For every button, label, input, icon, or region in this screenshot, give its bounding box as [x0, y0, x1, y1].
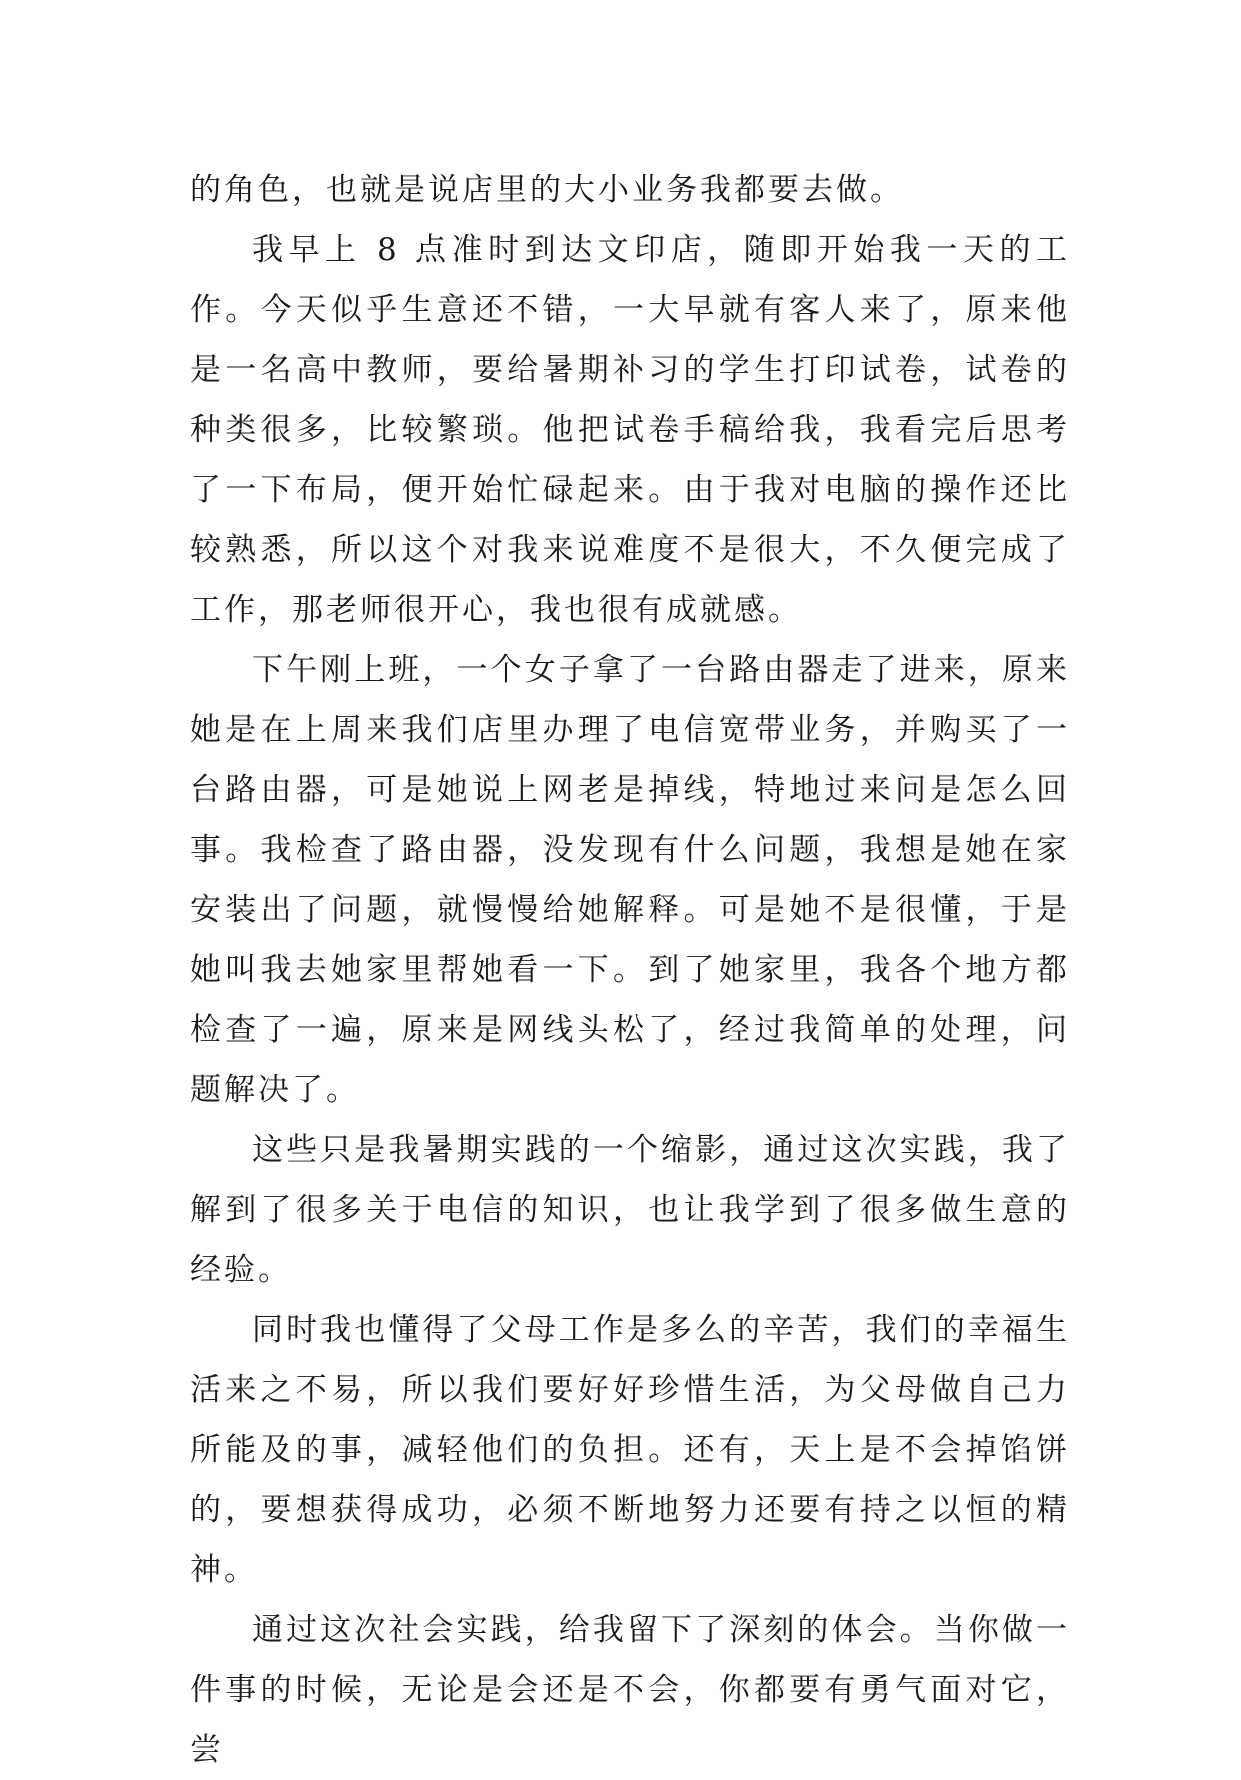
paragraph-5: 同时我也懂得了父母工作是多么的辛苦，我们的幸福生活来之不易，所以我们要好好珍惜生活，为父母做自己力所能及的事，减轻他们的负担。还有，天上是不会掉馅饼的，要想获得成功，必须不断地努力还要有持之以恒的精神。 [190, 1312, 1070, 1588]
paragraph-4: 这些只是我暑期实践的一个缩影，通过这次实践，我了解到了很多关于电信的知识，也让我学到了很多做生意的经验。 [190, 1132, 1070, 1288]
paragraph-2: 我早上 8 点准时到达文印店，随即开始我一天的工作。今天似乎生意还不错，一大早就有客人来了，原来他是一名高中教师，要给暑期补习的学生打印试卷，试卷的种类很多，比较繁琐。他把试卷手稿给我，我看完后思考了一下布局，便开始忙碌起来。由于我对电脑的操作还比较熟悉，所以这个对我来说难度不是很大，不久便完成了工作，那老师很开心，我也很有成就感。 [190, 232, 1070, 628]
paragraph-3: 下午刚上班，一个女子拿了一台路由器走了进来，原来她是在上周来我们店里办理了电信宽带业务，并购买了一台路由器，可是她说上网老是掉线，特地过来问是怎么回事。我检查了路由器，没发现有什么问题，我想是她在家安装出了问题，就慢慢给她解释。可是她不是很懂，于是她叫我去她家里帮她看一下。到了她家里，我各个地方都检查了一遍，原来是网线头松了，经过我简单的处理，问题解决了。 [190, 652, 1070, 1108]
document-body [190, 160, 1070, 1780]
paragraph-1: 的角色，也就是说店里的大小业务我都要去做。 [190, 172, 904, 208]
paragraph-6: 通过这次社会实践，给我留下了深刻的体会。当你做一件事的时候，无论是会还是不会，你都要有勇气面对它，尝 [190, 1612, 1070, 1768]
